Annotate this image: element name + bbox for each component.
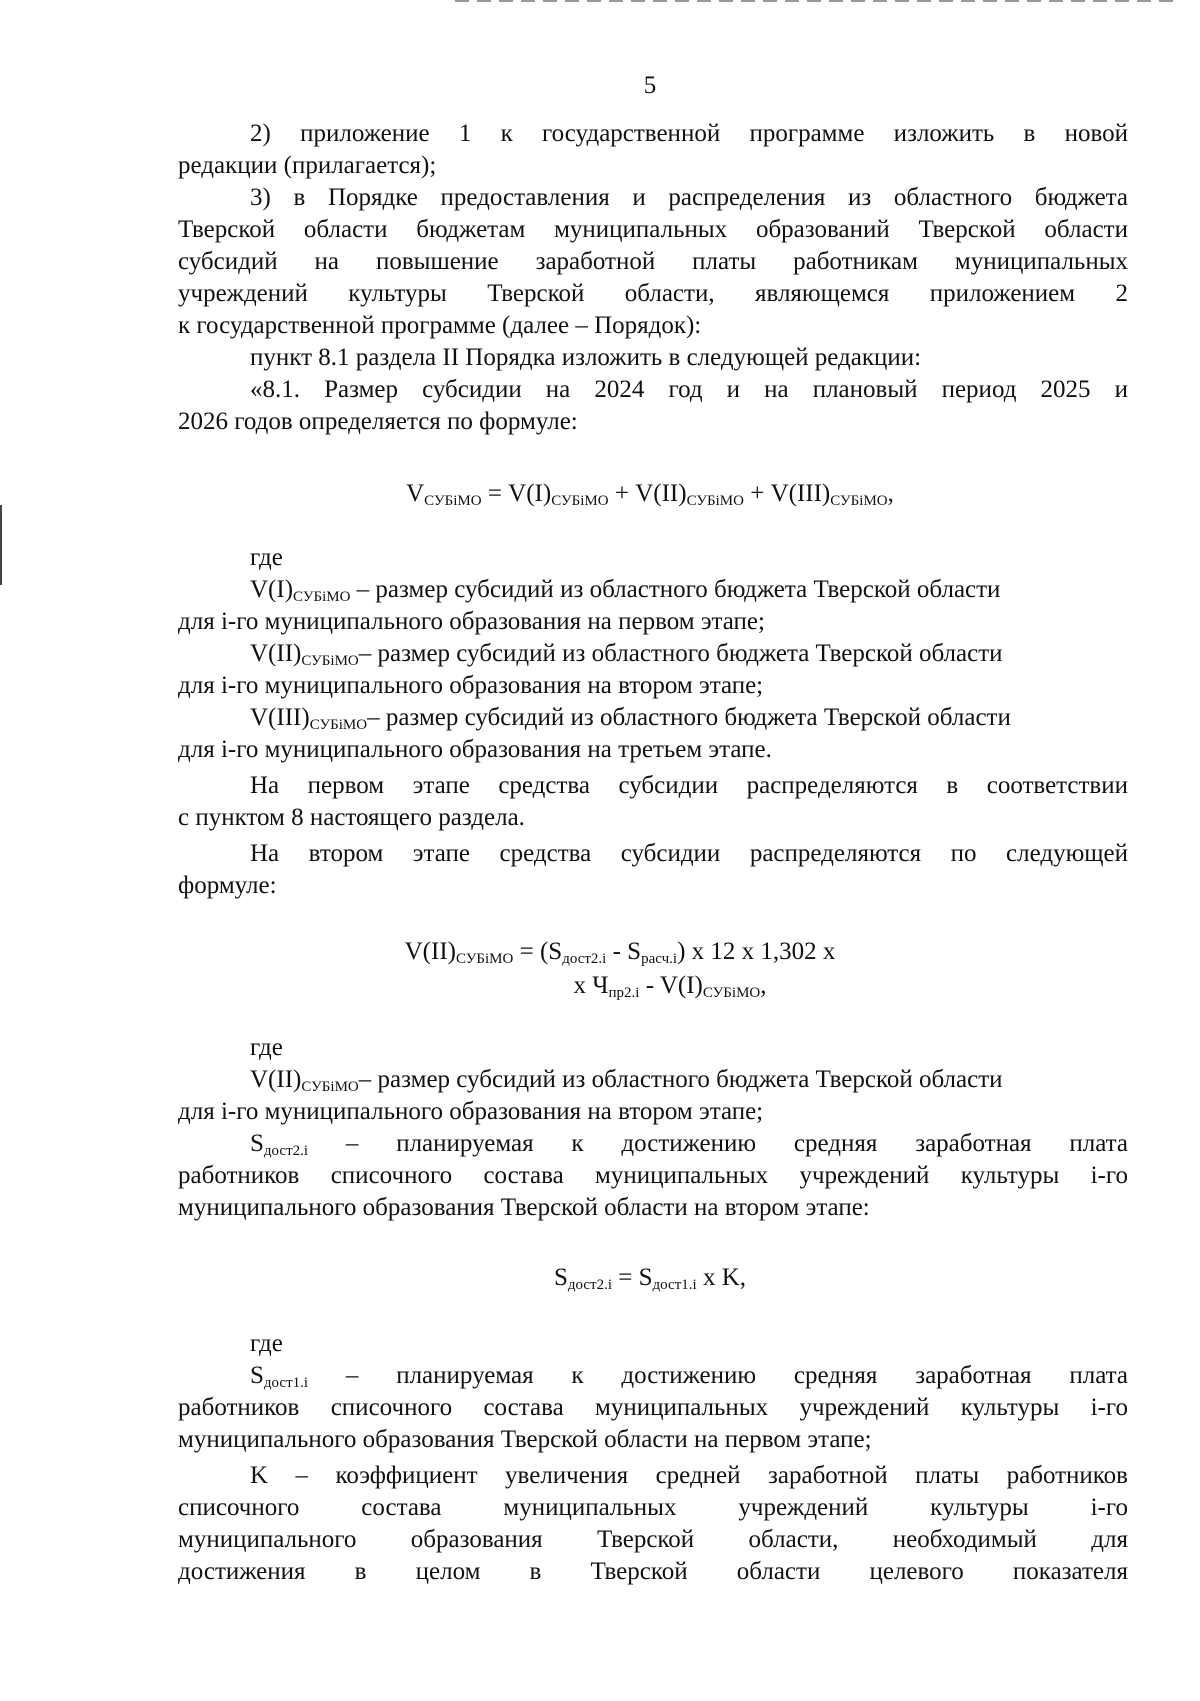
text-line: муниципального образования Тверской области на первом этапе;: [178, 1426, 872, 1453]
text-line: работников списочного состава муниципальных учреждений культуры i-го: [178, 1394, 1128, 1421]
formula-second-stage-cont: x $Ч_{пр2.i} - V(I)_{СУБiМО}$,: [573, 972, 767, 1001]
text-line: пункт 8.1 раздела II Порядка изложить в следующей редакции:: [250, 344, 922, 371]
text-line: с пунктом 8 настоящего раздела.: [178, 804, 525, 831]
definition-line: $V(II)_{СУБiМО}-$ размер субсидий из областного бюджета Тверской области: [250, 640, 1003, 669]
text-line: формуле:: [178, 872, 277, 899]
text-line: где: [250, 1034, 283, 1061]
definition-line: $V(I)_{СУБiМО}$ – размер субсидий из областного бюджета Тверской области: [250, 576, 1001, 605]
definition-line: $S_{дост1.i}$ – планируемая к достижению средняя заработная плата: [250, 1362, 1129, 1391]
text-line: 2) приложение 1 к государственной программе изложить в новой: [250, 120, 1128, 147]
text-line: где: [250, 544, 283, 571]
text-line: для i-го муниципального образования на первом этапе;: [178, 608, 765, 635]
text-line: муниципального образования Тверской области на втором этапе:: [178, 1194, 870, 1221]
text-line: Тверской области бюджетам муниципальных образований Тверской области: [178, 216, 1128, 243]
definition-line: $V(II)_{СУБiМО}-$ размер субсидий из областного бюджета Тверской области: [250, 1066, 1003, 1095]
scan-edge-top: [455, 0, 1175, 2]
text-line: субсидий на повышение заработной платы работникам муниципальных: [178, 248, 1128, 275]
formula-second-stage: $V(II)_{СУБiМО} = (S_{дост2.i} - S_{расч.i})$ x 12 x 1,302 x: [404, 938, 836, 967]
text-line: достижения в целом в Тверской области целевого показателя: [178, 1558, 1128, 1585]
text-line: учреждений культуры Тверской области, являющемся приложением 2: [178, 280, 1128, 307]
text-line: На втором этапе средства субсидии распределяются по следующей: [250, 840, 1128, 867]
text-line: муниципального образования Тверской области, необходимый для: [178, 1526, 1128, 1553]
scan-edge-left: [0, 505, 2, 585]
text-line: для i-го муниципального образования на втором этапе;: [178, 1098, 764, 1125]
formula-subsidy-total: $V_{СУБiМО} = V(I)_{СУБiМО} + V(II)_{СУБiМО} + V(III)_{СУБiМО}$,: [406, 480, 894, 509]
text-line: для i-го муниципального образования на третьем этапе.: [178, 736, 772, 763]
text-line: 3) в Порядке предоставления и распределения из областного бюджета: [250, 184, 1128, 211]
text-line: списочного состава муниципальных учреждений культуры i-го: [178, 1494, 1128, 1521]
text-line: 2026 годов определяется по формуле:: [178, 408, 578, 435]
formula-s-dost2: $S_{дост2.i} = S_{дост1.i}$ x K,: [553, 1264, 746, 1293]
text-line: для i-го муниципального образования на втором этапе;: [178, 672, 764, 699]
definition-line: $S_{дост2.i}$ – планируемая к достижению средняя заработная плата: [250, 1130, 1129, 1159]
text-line: K – коэффициент увеличения средней заработной платы работников: [250, 1462, 1128, 1489]
text-line: «8.1. Размер субсидии на 2024 год и на плановый период 2025 и: [250, 376, 1128, 403]
text-line: редакции (прилагается);: [178, 152, 437, 179]
text-line: где: [250, 1330, 283, 1357]
text-line: к государственной программе (далее – Порядок):: [178, 312, 702, 339]
page-number: 5: [643, 72, 657, 99]
definition-line: $V(III)_{СУБiМО}-$ размер субсидий из областного бюджета Тверской области: [250, 704, 1011, 733]
text-line: работников списочного состава муниципальных учреждений культуры i-го: [178, 1162, 1128, 1189]
text-line: На первом этапе средства субсидии распределяются в соответствии: [250, 772, 1128, 799]
